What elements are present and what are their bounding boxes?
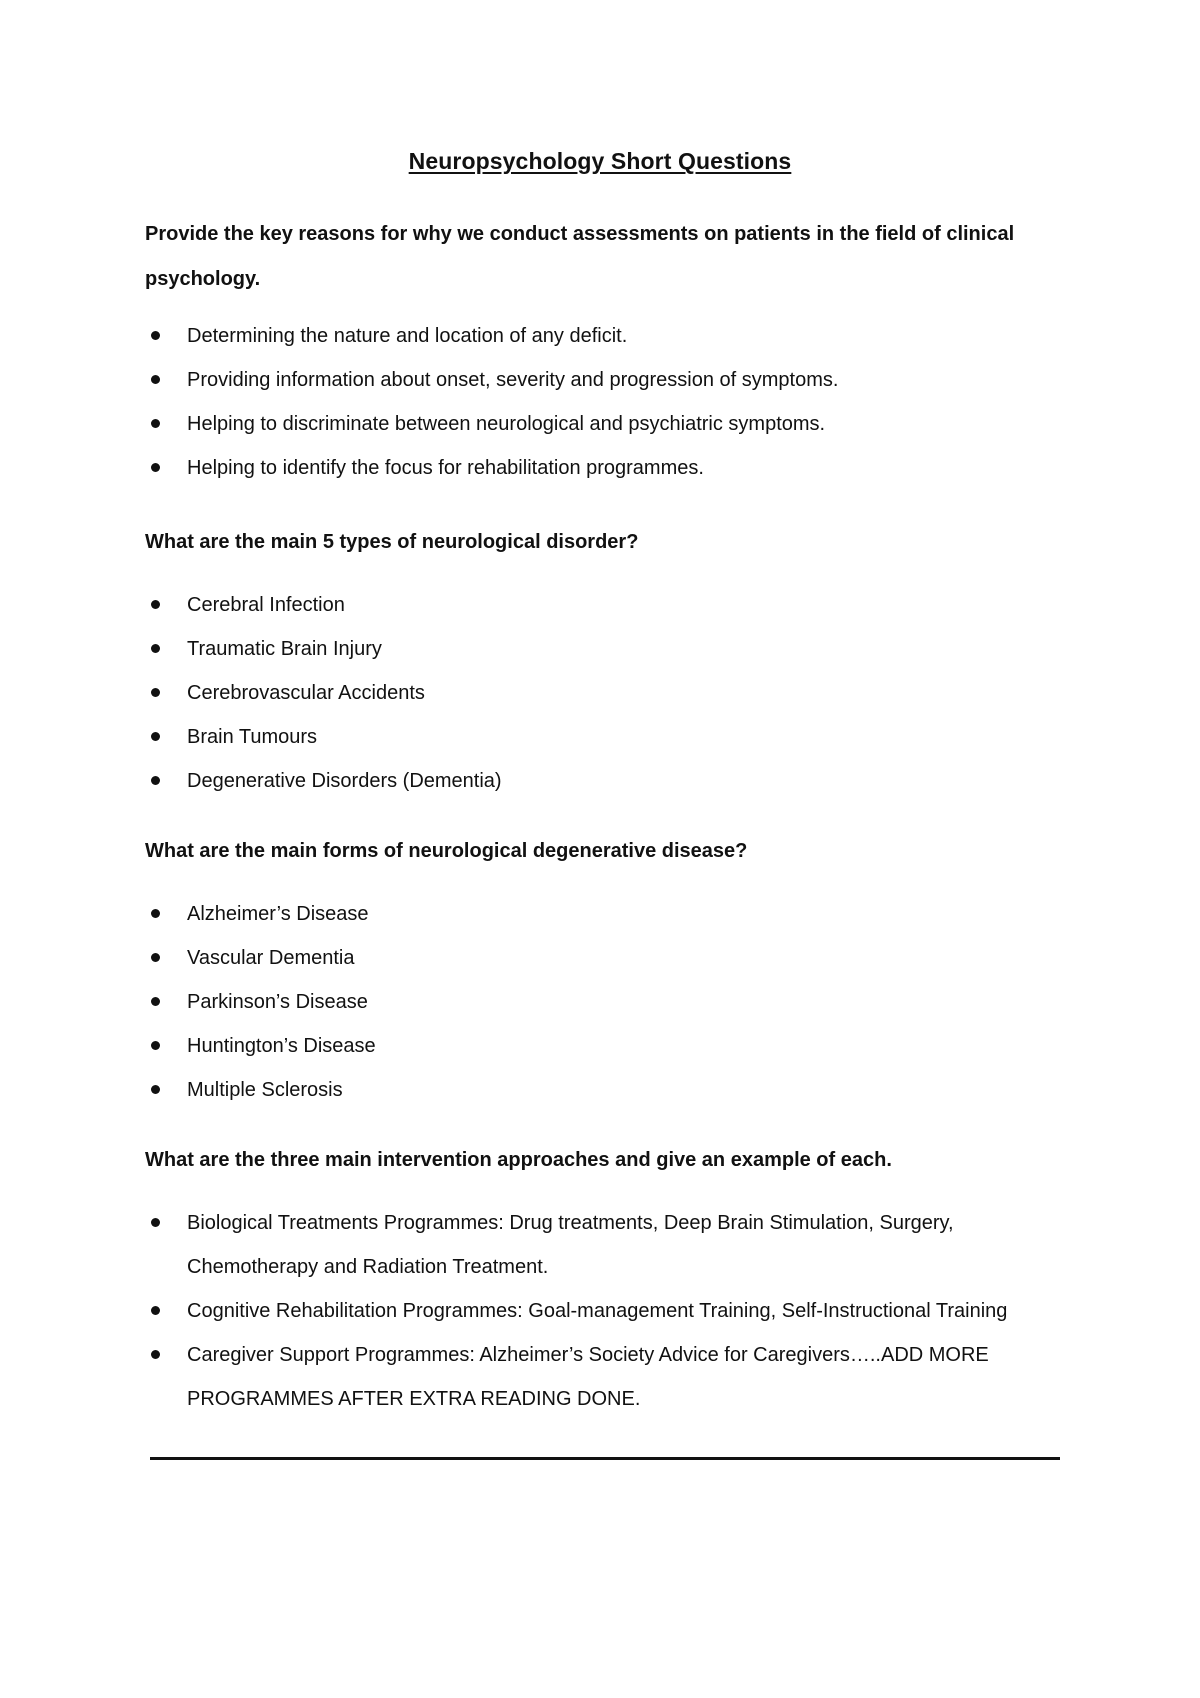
- bullet-icon: [151, 1041, 160, 1050]
- question-text: What are the main 5 types of neurological disorder?: [145, 531, 639, 553]
- bullet-icon: [151, 1218, 160, 1227]
- list-item: [145, 936, 1075, 980]
- answer-text: Vascular Dementia: [187, 947, 355, 969]
- bullet-icon: [151, 953, 160, 962]
- answer-list: [145, 1201, 1075, 1421]
- answer-text: Helping to discriminate between neurological and psychiatric symptoms.: [187, 413, 826, 435]
- answer-text: Degenerative Disorders (Dementia): [187, 770, 502, 792]
- horizontal-rule: [150, 1457, 1060, 1460]
- bullet-icon: [151, 776, 160, 785]
- list-item: [145, 402, 1075, 446]
- question-text: What are the main forms of neurological degenerative disease?: [145, 840, 748, 862]
- answer-text: Cerebrovascular Accidents: [187, 682, 425, 704]
- answer-text: Providing information about onset, severity and progression of symptoms.: [187, 369, 839, 391]
- bullet-icon: [151, 600, 160, 609]
- list-item: [145, 358, 1075, 402]
- list-item: [145, 892, 1075, 936]
- list-item: [145, 627, 1075, 671]
- bullet-icon: [151, 463, 160, 472]
- answer-text: Biological Treatments Programmes: Drug treatments, Deep Brain Stimulation, Surgery, Chemotherapy and Radiation Treatment.: [187, 1212, 954, 1278]
- answer-text: Alzheimer’s Disease: [187, 903, 369, 925]
- bullet-icon: [151, 732, 160, 741]
- bullet-icon: [151, 1350, 160, 1359]
- bullet-icon: [151, 997, 160, 1006]
- question-text: Provide the key reasons for why we conduct assessments on patients in the field of clinical psychology.: [145, 223, 1015, 290]
- page-title: Neuropsychology Short Questions: [408, 148, 792, 174]
- answer-text: Multiple Sclerosis: [187, 1079, 343, 1101]
- bullet-icon: [151, 688, 160, 697]
- answer-text: Traumatic Brain Injury: [187, 638, 382, 660]
- bullet-icon: [151, 909, 160, 918]
- list-item: [145, 759, 1075, 803]
- bullet-icon: [151, 1306, 160, 1315]
- question-section-1: [145, 212, 1075, 490]
- answer-text: Helping to identify the focus for rehabilitation programmes.: [187, 457, 704, 479]
- answer-list: [145, 892, 1075, 1112]
- question-section-2: [145, 520, 1075, 803]
- bullet-icon: [151, 1085, 160, 1094]
- list-item: [145, 1333, 1075, 1421]
- question-section-3: [145, 829, 1075, 1112]
- list-item: [145, 446, 1075, 490]
- list-item: [145, 314, 1075, 358]
- answer-text: Determining the nature and location of any deficit.: [187, 325, 628, 347]
- list-item: [145, 1289, 1075, 1333]
- answer-text: Cerebral Infection: [187, 594, 345, 616]
- bullet-icon: [151, 375, 160, 384]
- bullet-icon: [151, 331, 160, 340]
- answer-text: Caregiver Support Programmes: Alzheimer’s Society Advice for Caregivers…..ADD MORE PROGRAMMES AFTER EXTRA READING DONE.: [187, 1344, 989, 1410]
- answer-text: Cognitive Rehabilitation Programmes: Goal-management Training, Self-Instructional Training: [187, 1300, 1008, 1322]
- answer-text: Huntington’s Disease: [187, 1035, 376, 1057]
- answer-list: [145, 583, 1075, 803]
- list-item: [145, 1068, 1075, 1112]
- question-section-4: [145, 1138, 1075, 1421]
- answer-list: [145, 314, 1075, 490]
- bullet-icon: [151, 419, 160, 428]
- answer-text: Brain Tumours: [187, 726, 318, 748]
- bullet-icon: [151, 644, 160, 653]
- question-text: What are the three main intervention approaches and give an example of each.: [145, 1149, 892, 1171]
- list-item: [145, 715, 1075, 759]
- list-item: [145, 1024, 1075, 1068]
- answer-text: Parkinson’s Disease: [187, 991, 368, 1013]
- list-item: [145, 583, 1075, 627]
- list-item: [145, 1201, 1075, 1289]
- list-item: [145, 980, 1075, 1024]
- list-item: [145, 671, 1075, 715]
